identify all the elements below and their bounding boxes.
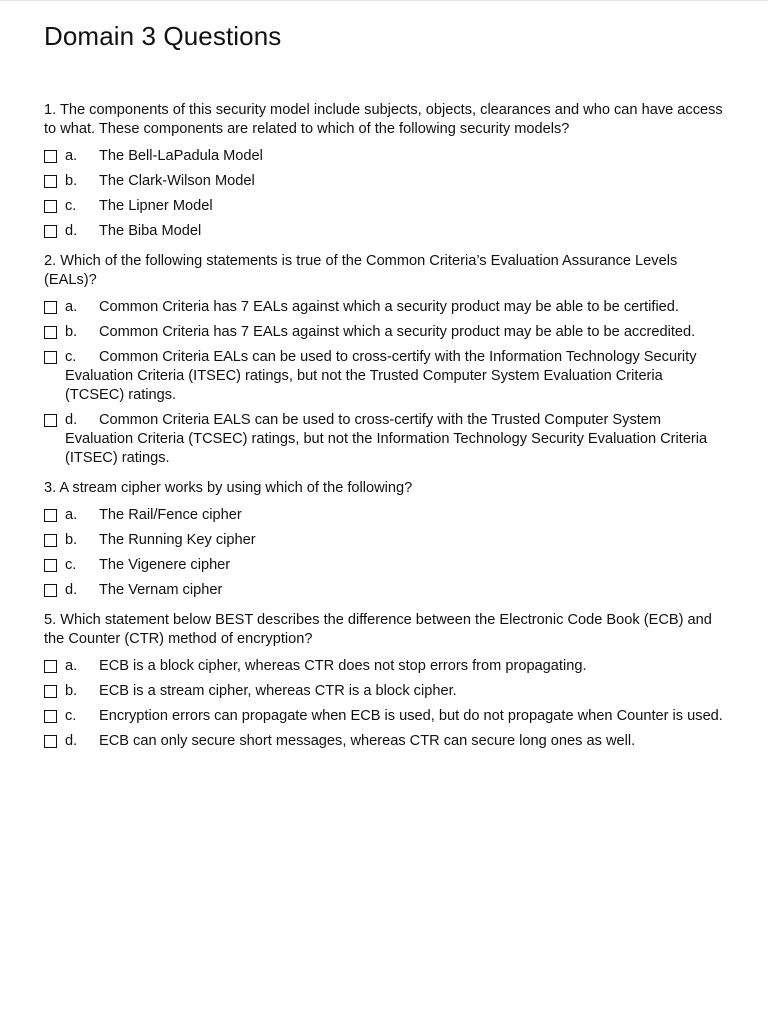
option-letter: c. [65,349,77,365]
option-5b-body [65,682,724,701]
question-1-options [44,147,724,241]
option-1c-checkbox[interactable] [44,200,57,213]
option-text: Encryption errors can propagate when ECB is used, but do not propagate when Counter is used. [99,708,723,724]
option-3d-body [65,581,724,600]
option-text: The Vernam cipher [99,582,223,598]
option-3a [44,506,724,525]
option-2a-body [65,298,724,317]
option-letter: a. [65,507,78,523]
option-5d [44,732,724,751]
option-2a [44,298,724,317]
option-letter: c. [65,708,77,724]
option-5a [44,657,724,676]
option-5c-body [65,707,724,726]
option-1c-body [65,197,724,216]
option-text: The Lipner Model [99,198,213,214]
option-2b [44,323,724,342]
option-3b-body [65,531,724,550]
option-3b [44,531,724,550]
option-2c [44,348,724,405]
option-text: The Vigenere cipher [99,557,231,573]
question-5-options [44,657,724,751]
option-3c [44,556,724,575]
option-letter: c. [65,198,77,214]
option-text: ECB is a stream cipher, whereas CTR is a block cipher. [99,683,457,699]
option-3c-checkbox[interactable] [44,559,57,572]
option-letter: d. [65,412,78,428]
option-3d [44,581,724,600]
option-letter: d. [65,733,78,749]
question-1 [44,101,724,241]
option-letter: b. [65,683,78,699]
option-1d-checkbox[interactable] [44,225,57,238]
option-letter: b. [65,173,78,189]
option-text: ECB can only secure short messages, whereas CTR can secure long ones as well. [99,733,636,749]
option-1a-checkbox[interactable] [44,150,57,163]
question-3-options [44,506,724,600]
question-2-options [44,298,724,468]
option-letter: b. [65,324,78,340]
option-1a [44,147,724,166]
option-1d-body [65,222,724,241]
option-letter: a. [65,299,78,315]
option-1b-checkbox[interactable] [44,175,57,188]
option-2c-body [65,348,724,405]
question-5-text: 5. Which statement below BEST describes the difference between the Electronic Code Book (ECB) and the Counter (CTR) method of encryption? [44,612,712,647]
option-text: Common Criteria has 7 EALs against which a security product may be able to be accredited. [99,324,696,340]
question-1-text: 1. The components of this security model include subjects, objects, clearances and who can have access to what. These components are related to which of the following security models? [44,102,723,137]
option-letter: d. [65,582,78,598]
option-5c [44,707,724,726]
option-1b-body [65,172,724,191]
option-1c [44,197,724,216]
option-5d-body [65,732,724,751]
option-text: The Running Key cipher [99,532,256,548]
option-text: Common Criteria has 7 EALs against which a security product may be able to be certified. [99,299,679,315]
question-3 [44,479,724,600]
option-letter: a. [65,658,78,674]
option-5a-checkbox[interactable] [44,660,57,673]
option-letter: b. [65,532,78,548]
option-text: ECB is a block cipher, whereas CTR does not stop errors from propagating. [99,658,587,674]
option-text: The Biba Model [99,223,202,239]
option-3c-body [65,556,724,575]
option-text: The Rail/Fence cipher [99,507,242,523]
option-1d [44,222,724,241]
option-1b [44,172,724,191]
option-5d-checkbox[interactable] [44,735,57,748]
option-5b [44,682,724,701]
option-letter: a. [65,148,78,164]
option-2b-body [65,323,724,342]
option-3a-body [65,506,724,525]
option-2d-body [65,411,724,468]
option-1a-body [65,147,724,166]
option-2b-checkbox[interactable] [44,326,57,339]
option-2d [44,411,724,468]
option-2c-checkbox[interactable] [44,351,57,364]
option-text: Common Criteria EALS can be used to cross-certify with the Trusted Computer System Evaluation Criteria (TCSEC) ratings, but not the Information Technology Security Evaluation Criteria (ITSEC) ratings. [65,412,708,466]
option-letter: c. [65,557,77,573]
question-2-text: 2. Which of the following statements is true of the Common Criteria’s Evaluation Assurance Levels (EALs)? [44,253,678,288]
option-5c-checkbox[interactable] [44,710,57,723]
option-2a-checkbox[interactable] [44,301,57,314]
option-3b-checkbox[interactable] [44,534,57,547]
question-2 [44,252,724,468]
option-2d-checkbox[interactable] [44,414,57,427]
option-5a-body [65,657,724,676]
option-text: Common Criteria EALs can be used to cross-certify with the Information Technology Security Evaluation Criteria (ITSEC) ratings, but not the Trusted Computer System Evaluation Criteria (TCSEC) ratings. [65,349,697,403]
page-title: Domain 3 Questions [44,21,282,51]
question-3-text: 3. A stream cipher works by using which of the following? [44,480,413,496]
option-3a-checkbox[interactable] [44,509,57,522]
option-3d-checkbox[interactable] [44,584,57,597]
question-5 [44,611,724,751]
option-text: The Clark-Wilson Model [99,173,255,189]
option-text: The Bell-LaPadula Model [99,148,263,164]
question-list [44,101,724,762]
option-5b-checkbox[interactable] [44,685,57,698]
option-letter: d. [65,223,78,239]
